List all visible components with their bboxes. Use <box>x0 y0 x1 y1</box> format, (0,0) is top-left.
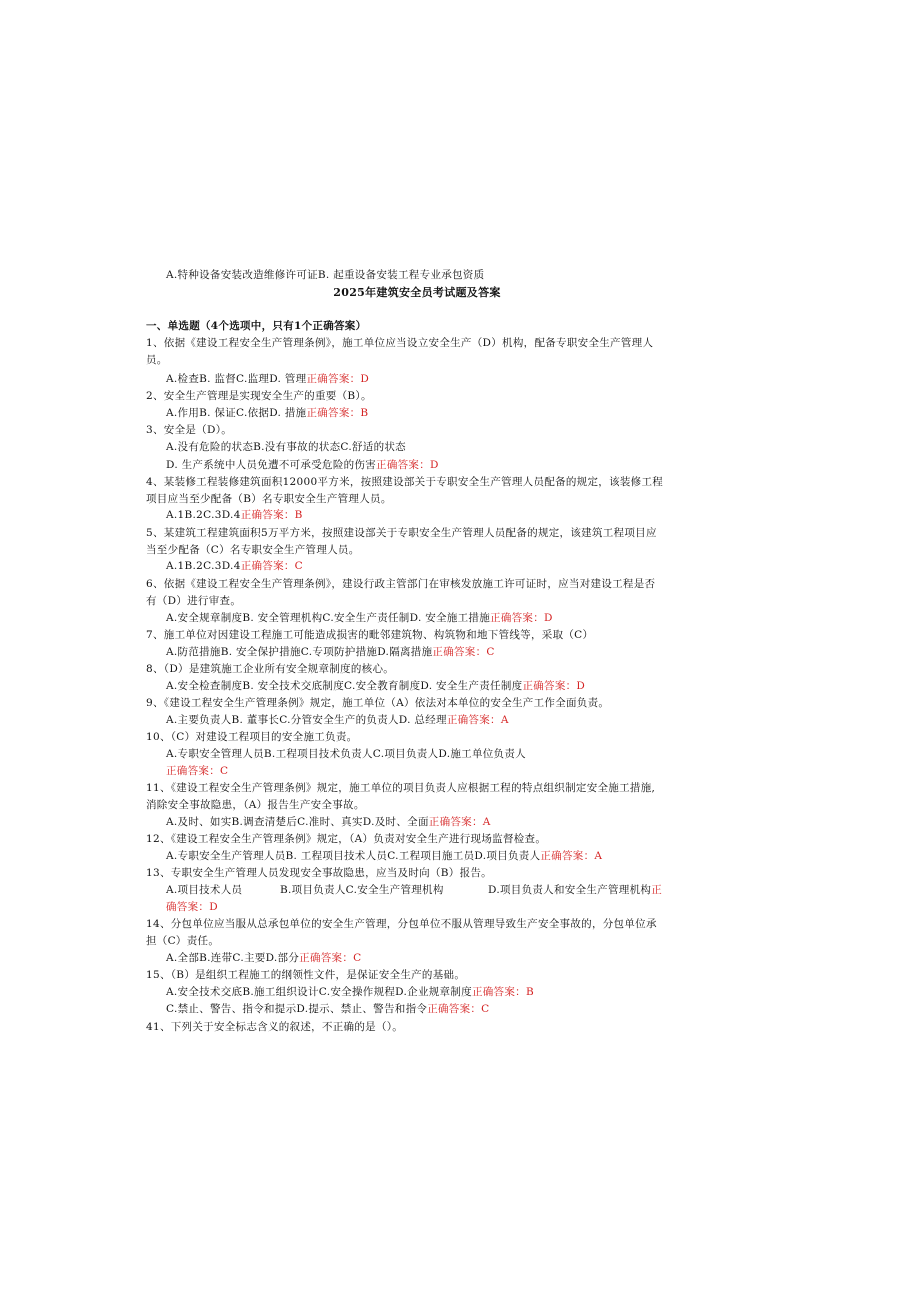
q3-options: A.没有危险的状态B.没有事故的状态C.舒适的状态 <box>166 441 406 453</box>
answer-label: 正确答案：D <box>490 612 553 624</box>
question-15: 15、（B）是组织工程施工的纲领性文件，是保证安全生产的基础。 <box>146 969 466 981</box>
question-14-cont: 担（C）责任。 <box>146 935 220 947</box>
question-12: 12、《建设工程安全生产管理条例》规定，（A）负责对安全生产进行现场监督检查。 <box>146 833 547 845</box>
q12-options <box>166 849 602 863</box>
question-8: 8、（D）是建筑施工企业所有安全规章制度的核心。 <box>146 663 395 675</box>
question-13: 13、专职安全生产管理人员发现安全事故隐患，应当及时向（B）报告。 <box>146 867 492 879</box>
question-14: 14、分包单位应当服从总承包单位的安全生产管理，分包单位不服从管理导致生产安全事故的，分包单位承 <box>146 918 657 930</box>
answer-label: 正确答案：A <box>446 714 509 726</box>
option-text: A.作用B. 保证C.依据D. 措施 <box>166 407 307 419</box>
q7-options <box>166 645 495 659</box>
option-text: A.安全技术交底B.施工组织设计C.安全操作规程D.企业规章制度 <box>166 986 472 998</box>
fragment-options <box>166 1002 490 1016</box>
answer-label-cont: 确答案：D <box>166 901 218 913</box>
q8-options <box>166 679 585 693</box>
question-9: 9、《建设工程安全生产管理条例》规定，施工单位（A）依法对本单位的安全生产工作全面负责。 <box>146 697 610 709</box>
page-title: 2025年建筑安全员考试题及答案 <box>333 286 501 299</box>
option-text: A.安全规章制度B. 安全管理机构C.安全生产责任制D. 安全施工措施 <box>166 612 491 624</box>
question-1: 1、依据《建设工程安全生产管理条例》，施工单位应当设立安全生产（D）机构，配备专职安全生产管理人 <box>146 337 654 349</box>
question-11: 11、《建设工程安全生产管理条例》规定，施工单位的项目负责人应根据工程的特点组织制定安全施工措施, <box>146 782 656 794</box>
answer-label: 正确答案：D <box>522 680 586 692</box>
answer-label: 正确答案：C <box>427 1003 490 1015</box>
question-6-cont: 有（D）进行审查。 <box>146 595 242 607</box>
answer-label: 正确答案：C <box>240 560 304 572</box>
q1-options <box>166 372 369 386</box>
answer-label: 正确答案：D <box>376 459 439 471</box>
q13-options <box>166 883 676 897</box>
option-bc: B.项目负责人C.安全生产管理机构 <box>280 884 444 896</box>
question-11-cont: 消除安全事故隐患，（A）报告生产安全事故。 <box>146 799 365 811</box>
answer-label: 正确答案：C <box>299 952 362 964</box>
option-text: D. 生产系统中人员免遭不可承受危险的伤害 <box>166 459 377 471</box>
option-text: A.主要负责人B. 董事长C.分管安全生产的负责人D. 总经理 <box>166 714 447 726</box>
question-5: 5、某建筑工程建筑面积5万平方米，按照建设部关于专职安全生产管理人员配备的规定，该建筑工程项目应 <box>146 527 657 539</box>
option-text: A.全部B.连带C.主要D.部分 <box>166 952 300 964</box>
q10-options: A.专职安全管理人员B.工程项目技术负责人C.项目负责人D.施工单位负责人 <box>166 748 526 760</box>
question-4-cont: 项目应当至少配备（B）名专职安全生产管理人员。 <box>146 493 392 505</box>
answer-label: 正确答案：B <box>240 509 303 521</box>
question-41: 41、下列关于安全标志含义的叙述，不正确的是（）。 <box>146 1021 404 1033</box>
question-4: 4、某装修工程装修建筑面积12000平方米，按照建设部关于专职安全生产管理人员配备的规定，该装修工程 <box>146 476 664 488</box>
q4-options <box>166 508 303 522</box>
question-1-cont: 员。 <box>146 354 168 366</box>
question-2: 2、安全生产管理是实现安全生产的重要（B）。 <box>146 390 372 402</box>
option-text: A.1B.2C.3D.4 <box>166 560 241 572</box>
option-text: A.及时、如实B.调查清楚后C.准时、真实D.及时、全面 <box>166 816 429 828</box>
q11-options <box>166 815 491 829</box>
option-text: A.专职安全生产管理人员B. 工程项目技术人员C.工程项目施工员D.项目负责人 <box>166 850 541 862</box>
question-7: 7、施工单位对因建设工程施工可能造成损害的毗邻建筑物、构筑物和地下管线等，采取（C） <box>146 629 594 641</box>
answer-label: 正确答案：C <box>166 765 229 777</box>
question-5-cont: 当至少配备（C）名专职安全生产管理人员。 <box>146 544 360 556</box>
q2-options <box>166 406 368 420</box>
answer-label: 正确答案：C <box>432 646 495 658</box>
option-text: A.检查B. 监督C.监理D. 管理 <box>166 373 307 385</box>
answer-label: 正 <box>651 884 662 896</box>
q15-options <box>166 985 534 999</box>
question-3: 3、安全是（D）。 <box>146 424 233 436</box>
option-text: A.安全检查制度B. 安全技术交底制度C.安全教育制度D. 安全生产责任制度 <box>166 680 523 692</box>
answer-label: 正确答案：A <box>428 816 491 828</box>
option-a: A.项目技术人员 <box>166 884 243 896</box>
answer-label: 正确答案：D <box>306 373 370 385</box>
q3-options-cont <box>166 458 439 472</box>
answer-label: 正确答案：B <box>471 986 534 998</box>
answer-label: 正确答案：A <box>540 850 603 862</box>
q9-options <box>166 713 509 727</box>
q14-options <box>166 951 362 965</box>
top-option-line: A.特种设备安装改造维修许可证B. 起重设备安装工程专业承包资质 <box>166 269 485 281</box>
q5-options <box>166 559 303 573</box>
option-d: D.项目负责人和安全生产管理机构 <box>488 884 652 896</box>
answer-label: 正确答案：B <box>306 407 369 419</box>
option-text: A.防范措施B. 安全保护措施C.专项防护措施D.隔离措施 <box>166 646 433 658</box>
q6-options <box>166 611 553 625</box>
option-text: C.禁止、警告、指令和提示D.提示、禁止、警告和指令 <box>166 1003 428 1015</box>
option-text: A.1B.2C.3D.4 <box>166 509 241 521</box>
question-10: 10、（C）对建设工程项目的安全施工负责。 <box>146 731 358 743</box>
section-heading: 一、单选题（4个选项中，只有1个正确答案） <box>146 320 367 332</box>
question-6: 6、依据《建设工程安全生产管理条例》，建设行政主管部门在审核发放施工许可证时，应当对建设工程是否 <box>146 578 656 590</box>
